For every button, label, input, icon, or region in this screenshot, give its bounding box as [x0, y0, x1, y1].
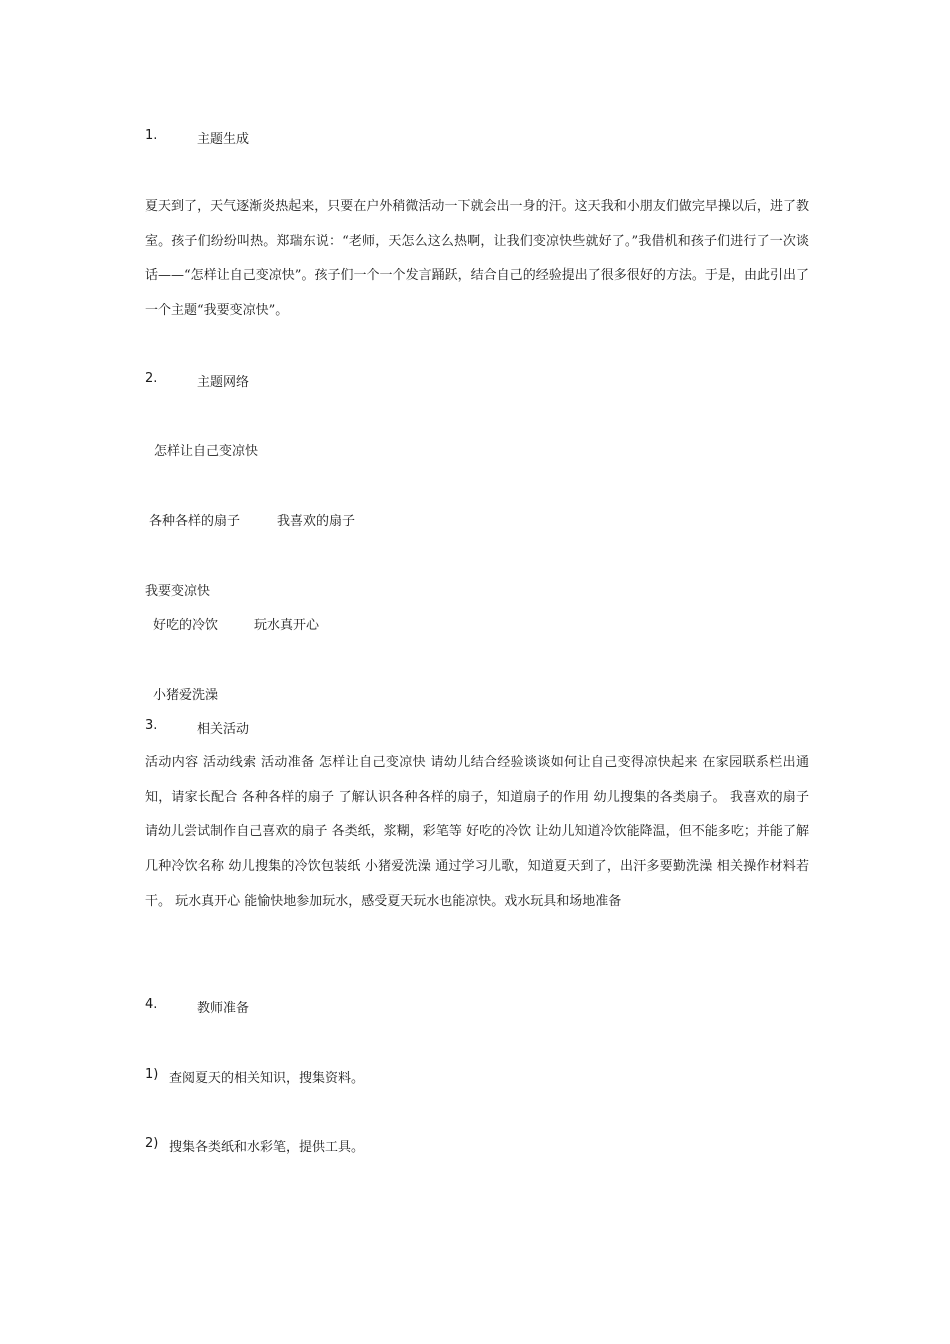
section-2-number: 2.	[145, 371, 158, 386]
prep-item-1-marker: 1)	[145, 1067, 159, 1082]
network-node-left-lower: 好吃的冷饮	[153, 618, 219, 633]
section-3-title: 相关活动	[197, 722, 250, 737]
prep-item-2-marker: 2)	[145, 1136, 159, 1151]
section-2-title: 主题网络	[197, 375, 250, 390]
section-4-title: 教师准备	[197, 1001, 250, 1016]
section-1-number: 1.	[145, 128, 158, 143]
prep-item-1-text: 查阅夏天的相关知识，搜集资料。	[169, 1071, 365, 1086]
section-3-number: 3.	[145, 718, 158, 733]
section-1-title: 主题生成	[197, 132, 250, 147]
network-node-right-upper: 我喜欢的扇子	[277, 514, 356, 529]
prep-item-2-text: 搜集各类纸和水彩笔，提供工具。	[169, 1140, 365, 1155]
network-node-top: 怎样让自己变凉快	[154, 444, 259, 459]
network-node-center: 我要变凉快	[145, 584, 211, 599]
network-node-right-lower: 玩水真开心	[254, 618, 320, 633]
network-node-bottom: 小猪爱洗澡	[153, 688, 219, 703]
network-node-left-upper: 各种各样的扇子	[149, 514, 241, 529]
section-4-number: 4.	[145, 997, 158, 1012]
activities-paragraph: 活动内容 活动线索 活动准备 怎样让自己变凉快 请幼儿结合经验谈谈如何让自己变得凉快起来 在家园联系栏出通知，请家长配合 各种各样的扇子 了解认识各种各样的扇子，知道扇子的作用 幼儿搜集的各类扇子。 我喜欢的扇子 请幼儿尝试制作自己喜欢的扇子 各类纸，浆糊，彩笔等 好吃的冷饮 让幼儿知道冷饮能降温，但不能多吃；并能了解几种冷饮名称 幼儿搜集的冷饮包装纸 小猪爱洗澡 通过学习儿歌，知道夏天到了，出汗多要勤洗澡 相关操作材料若干。 玩水真开心 能愉快地参加玩水，感受夏天玩水也能凉快。戏水玩具和场地准备	[145, 755, 809, 909]
intro-paragraph: 夏天到了，天气逐渐炎热起来，只要在户外稍微活动一下就会出一身的汗。这天我和小朋友们做完早操以后，进了教室。孩子们纷纷叫热。郑瑞东说：“老师，天怎么这么热啊，让我们变凉快些就好了。”我借机和孩子们进行了一次谈话——“怎样让自己变凉快”。孩子们一个一个发言踊跃，结合自己的经验提出了很多很好的方法。于是，由此引出了一个主题“我要变凉快”。	[145, 199, 809, 319]
